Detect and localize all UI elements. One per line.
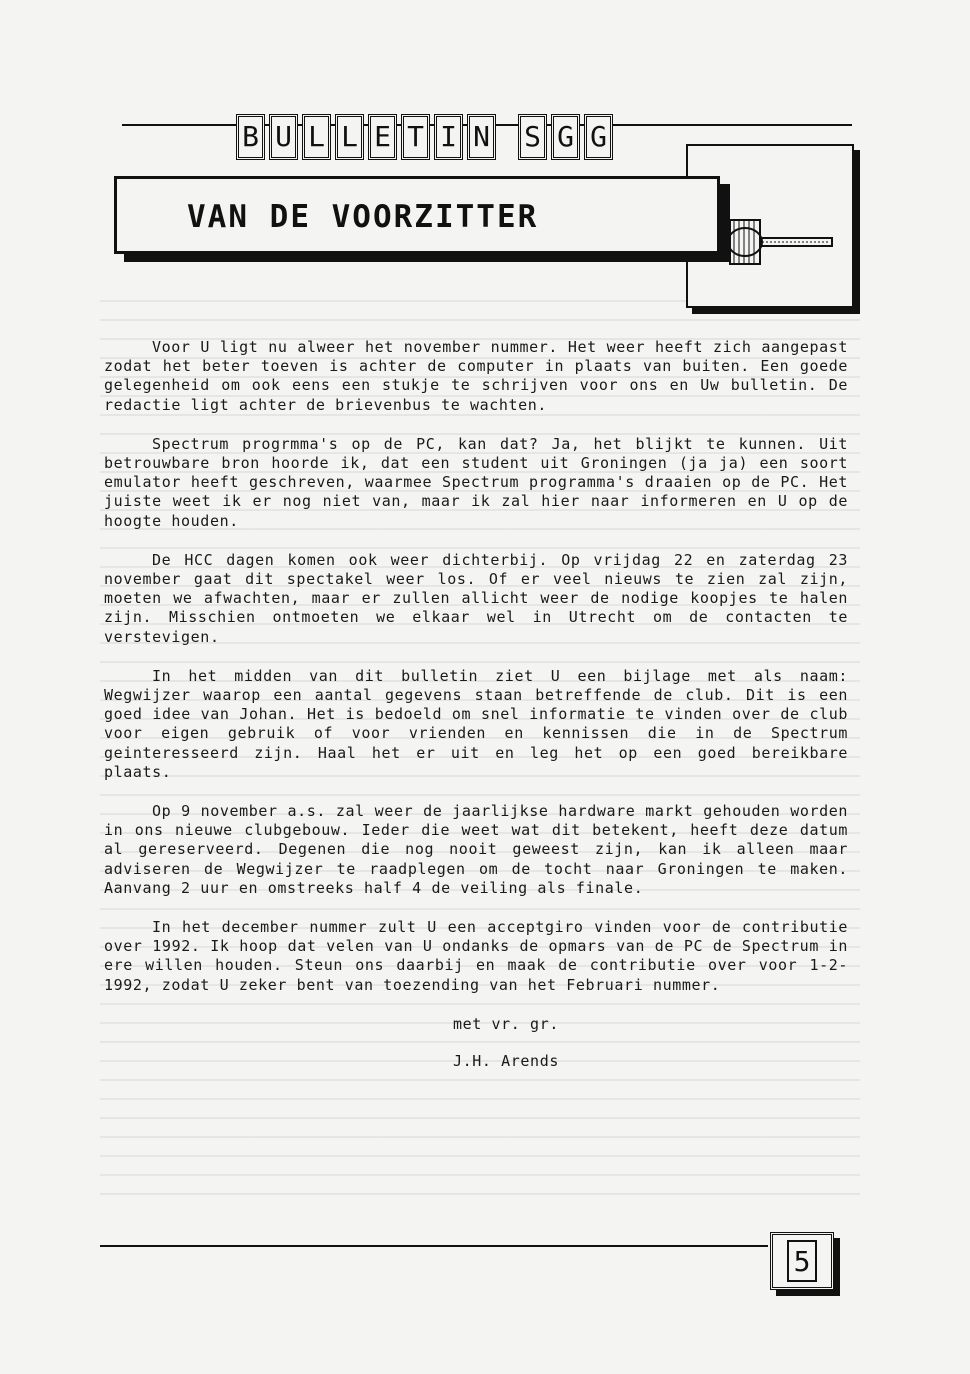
masthead-letter: S bbox=[518, 114, 547, 160]
masthead-letter: L bbox=[302, 114, 331, 160]
masthead-letter: N bbox=[467, 114, 496, 160]
paragraph: Op 9 november a.s. zal weer de jaarlijkse hardware markt gehouden worden in ons nieuwe clubgebouw. Ieder die weet wat dit betekent, heeft deze datum al gereserveerd. Degenen die nog nooit geweest zijn, kan ik alleen maar adviseren de Wegwijzer te raadplegen om de tocht naar Groningen te maken. Aanvang 2 uur en omstreeks half 4 de veiling als finale. bbox=[104, 802, 848, 897]
section-header bbox=[114, 176, 720, 254]
page-number: 5 bbox=[787, 1240, 817, 1282]
section-title: VAN DE VOORZITTER bbox=[187, 199, 539, 235]
page-number-box bbox=[770, 1232, 834, 1290]
gavel-icon bbox=[728, 212, 838, 272]
masthead-letter: L bbox=[335, 114, 364, 160]
masthead-letter: G bbox=[584, 114, 613, 160]
bottom-rule bbox=[100, 1245, 768, 1247]
masthead-letter: I bbox=[434, 114, 463, 160]
paragraph: Spectrum progrmma's op de PC, kan dat? Ja, het blijkt te kunnen. Uit betrouwbare bron hoorde ik, dat een student uit Groningen (ja ja) een soort emulator heeft geschreven, waarmee Spectrum programma's draaien op de PC. Het juiste weet ik er nog niet van, maar ik zal hier naar informeren en U op de hoogte houden. bbox=[104, 434, 848, 530]
masthead-spacer bbox=[500, 114, 514, 154]
paragraph: De HCC dagen komen ook weer dichterbij. Op vrijdag 22 en zaterdag 23 november gaat dit spectakel weer los. Of er veel nieuws te zien zal zijn, moeten we afwachten, maar er zullen allicht weer de nodige koopjes te halen zijn. Misschien ontmoeten we elkaar wel in Utrecht om de contacten te verstevigen. bbox=[104, 550, 848, 646]
paragraph: In het midden van dit bulletin ziet U een bijlage met als naam: Wegwijzer waarop een aantal gegevens staan betreffende de club. Dit is een goed idee van Johan. Het is bedoeld om snel informatie te vinden over de club voor eigen gebruik of voor vrienden en kennissen die in de Spectrum geinteresseerd zijn. Haal het er uit en leg het op een goed bereikbare plaats. bbox=[104, 666, 848, 781]
paragraph: In het december nummer zult U een acceptgiro vinden voor de contributie over 1992. Ik hoop dat velen van U ondanks de opmars van de PC de Spectrum in ere willen houden. Steun ons daarbij en maak de contributie over voor 1-2-1992, zodat U zeker bent van toezending van het Februari nummer. bbox=[104, 918, 848, 994]
paragraph: Voor U ligt nu alweer het november nummer. Het weer heeft zich aangepast zodat het beter toeven is achter de computer in plaats van buiten. Een goede gelegenheid om ook eens een stukje te schrijven voor ons en Uw bulletin. De redactie ligt achter de brievenbus te wachten. bbox=[104, 338, 848, 414]
article-body bbox=[104, 338, 848, 1071]
masthead-letter: E bbox=[368, 114, 397, 160]
signature-greeting: met vr. gr. bbox=[453, 1014, 559, 1033]
masthead-title bbox=[236, 114, 613, 160]
masthead-letter: T bbox=[401, 114, 430, 160]
masthead-letter: B bbox=[236, 114, 265, 160]
signature-name: J.H. Arends bbox=[453, 1052, 559, 1071]
masthead-letter: G bbox=[551, 114, 580, 160]
masthead-letter: U bbox=[269, 114, 298, 160]
